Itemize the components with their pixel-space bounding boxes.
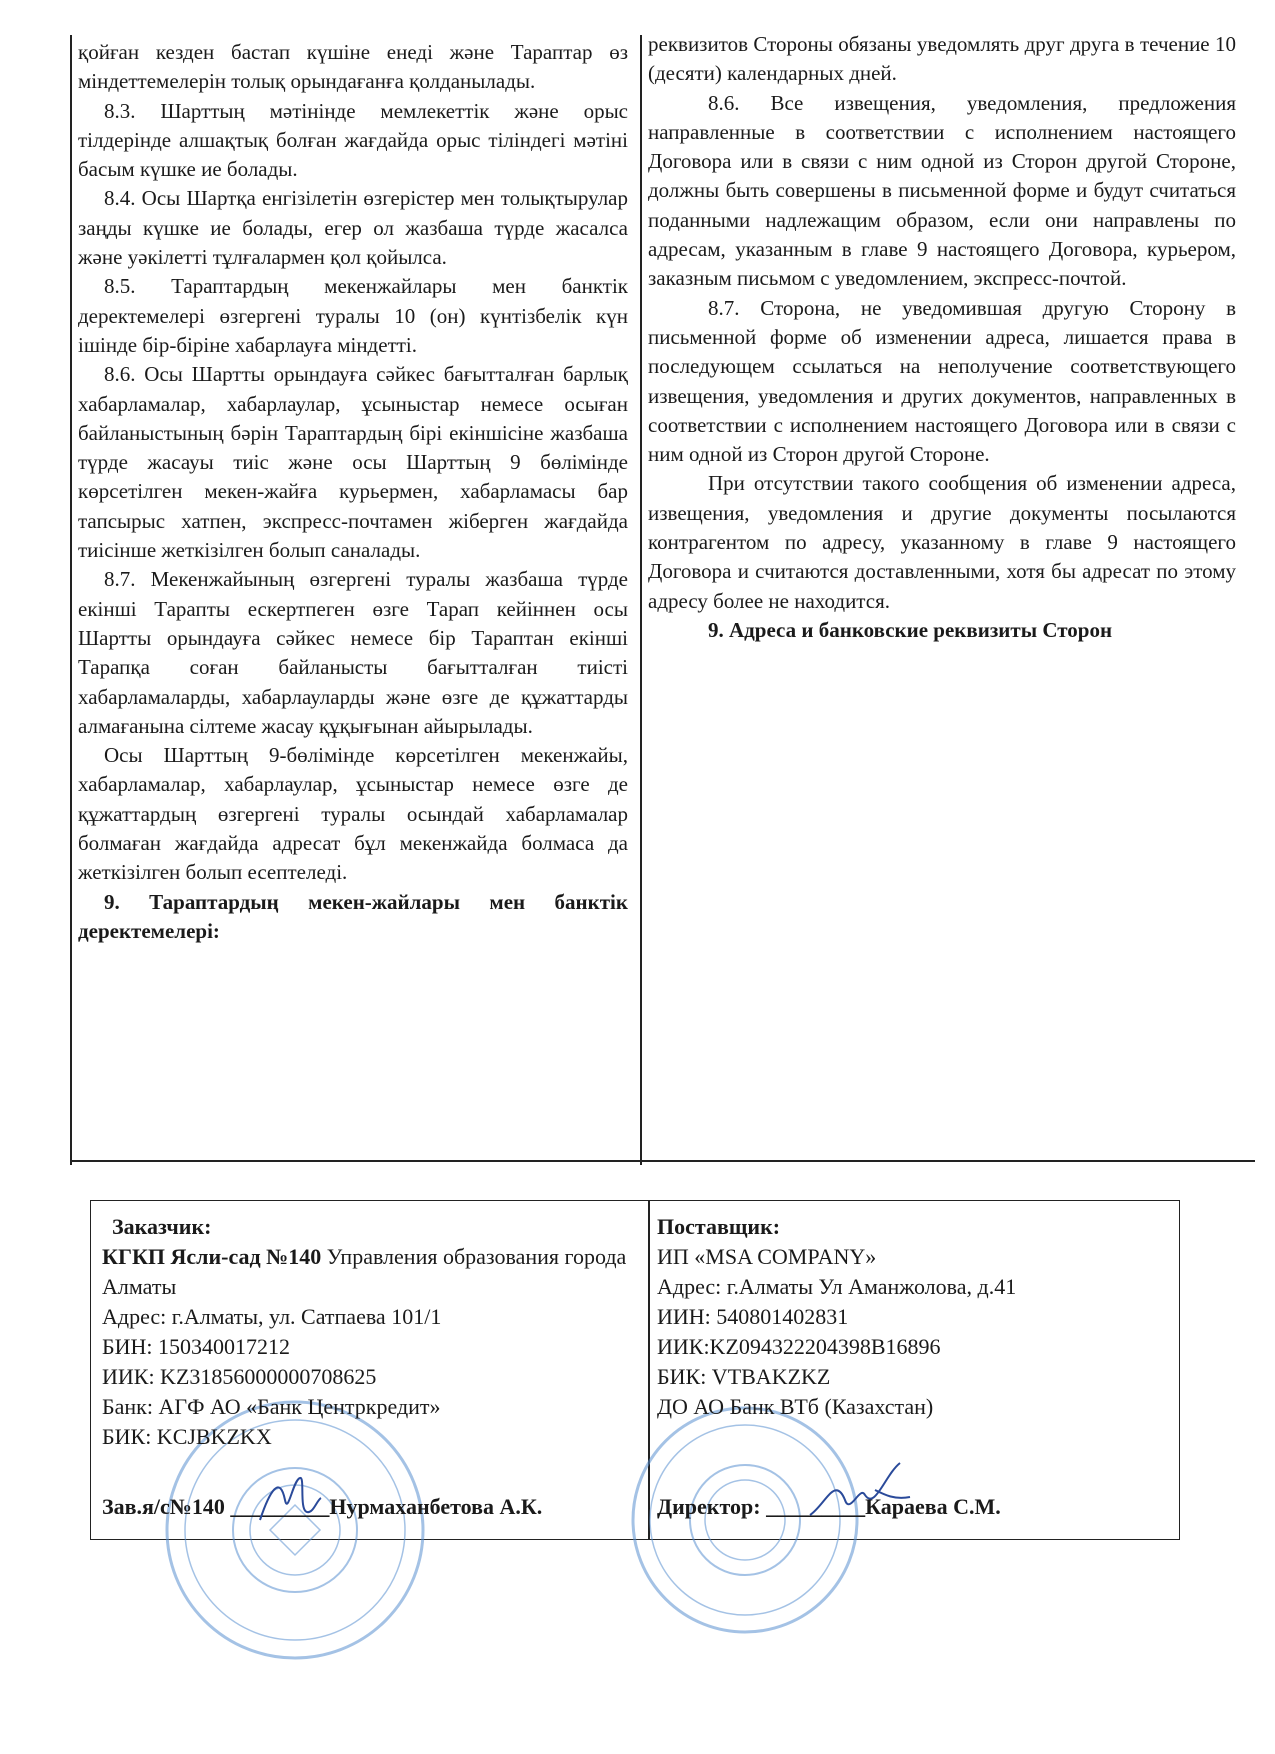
supplier-sign-role: Директор: [657,1494,761,1519]
supplier-iin: ИИН: 540801402831 [657,1304,849,1329]
kz-paragraph: 8.3. Шарттың мәтінінде мемлекеттік және орыс тілдерінде алшақтық болған жағдайда орыс тіліндегі мәтіні басым күшке ие болады. [78,98,628,182]
ru-paragraph: 8.7. Сторона, не уведомившая другую Сторону в письменной форме об изменении адреса, лишается права в последующем ссылаться на неполучение соответствующего извещения, уведомления и других документов, направленных в соответствии с исполнением настоящего Договора или в связи с ним одной из Сторон другой Стороне. [648,295,1236,467]
kz-paragraph: 8.7. Мекенжайының өзгергені туралы жазбаша түрде екінші Тарапты ескертпеген өзге Тарап кейіннен осы Шартты орындауға сәйкес немесе бір Тараптан екінші Тарапқа соған байланысты бағытталған тиісті хабарламаларды, хабарлауларды және өзге де құжаттарды алмағанына сілтеме жасау құқығынан айырылады. [78,567,628,738]
table-left-border [70,35,72,1165]
customer-bank: Банк: АГФ АО «Банк Центркредит» [102,1394,441,1419]
table-middle-border [640,35,642,1165]
supplier-bik: БИК: VTBAKZKZ [657,1364,831,1389]
kazakh-column [78,38,628,946]
supplier-signature-icon [805,1455,915,1535]
kz-paragraph: Осы Шарттың 9-бөлімінде көрсетілген мекенжайы, хабарламалар, хабарлаулар, ұсыныстар немесе өзге де құжаттардың өзгергені туралы осындай хабарламалар болмаған жағдайда адресат бұл мекенжайда болмаса да жеткізілген болып есептеледі. [78,743,628,885]
customer-block [102,1212,632,1522]
customer-name-bold: КГКП Ясли-сад №140 [102,1244,322,1269]
kz-paragraph: 8.4. Осы Шартқа енгізілетін өзгерістер мен толықтырулар заңды күшке ие болады, егер ол жазбаша түрде жасалса және уәкілетті тұлғалармен қол қойылса. [78,186,628,270]
customer-sign-role: Зав.я/с№140 [102,1494,225,1519]
customer-address: Адрес: г.Алматы, ул. Сатпаева 101/1 [102,1304,442,1329]
customer-signature-icon [255,1470,325,1530]
supplier-sign-name: Караева С.М. [865,1494,1001,1519]
table-bottom-border [70,1160,1255,1162]
kz-paragraph: 8.6. Осы Шартты орындауға сәйкес бағытталған барлық хабарламалар, хабарлаулар, ұсыныстар немесе осыған байланыстының бәрін Тараптардың бірі екіншісіне жазбаша түрде жасауы тиіс және осы Шарттың 9 бөлімінде көрсетілген мекен-жайға курьермен, хабарламасы бар тапсырыс хатпен, экспресс-почтамен жіберген жағдайда тиісінше жеткізілген болып саналады. [78,362,628,563]
ru-paragraph: При отсутствии такого сообщения об изменении адреса, извещения, уведомления и другие документы посылаются контрагентом по адресу, указанному в главе 9 настоящего Договора и считаются доставленными, хотя бы адресат по этому адресу более не находится. [648,471,1236,613]
supplier-bank: ДО АО Банк ВТб (Казахстан) [657,1394,934,1419]
kz-section-heading: 9. Тараптардың мекен-жайлары мен банктік деректемелері: [78,889,628,943]
ru-paragraph: реквизитов Стороны обязаны уведомлять друг друга в течение 10 (десяти) календарных дней. [648,32,1236,86]
customer-title: Заказчик: [112,1214,212,1239]
supplier-sign-blank: _________ [766,1494,866,1519]
kz-paragraph: 8.5. Тараптардың мекенжайлары мен банктік деректемелері өзгергені туралы 10 (он) күнтізбелік күн ішінде бір-біріне хабарлауға міндетті. [78,274,628,357]
russian-column [648,30,1236,645]
supplier-iik: ИИК:KZ094322204398B16896 [657,1334,941,1359]
supplier-title: Поставщик: [657,1214,781,1239]
customer-signature-line [102,1492,632,1522]
customer-name [102,1242,632,1302]
customer-name-rest: Управления образования города Алматы [102,1244,627,1299]
customer-bik: БИК: KCJBKZKX [102,1424,272,1449]
kz-paragraph: қойған кезден бастап күшіне енеді және Тараптар өз міндеттемелерін толық орындағанға қолданылады. [78,40,628,94]
ru-section-heading: 9. Адреса и банковские реквизиты Сторон [708,617,1113,642]
customer-sign-blank: _________ [230,1494,330,1519]
customer-bin: БИН: 150340017212 [102,1334,291,1359]
customer-iik: ИИК: KZ31856000000708625 [102,1364,377,1389]
customer-sign-name: Нурмаханбетова А.К. [329,1494,543,1519]
ru-paragraph: 8.6. Все извещения, уведомления, предложения направленные в соответствии с исполнением настоящего Договора или в связи с ним одной из Сторон другой Стороне, должны быть совершены в письменной форме и будут считаться поданными надлежащим образом, если они направлены по адресам, указанным в главе 9 настоящего Договора, курьером, заказным письмом с уведомлением, экспресс-почтой. [648,90,1236,291]
supplier-address: Адрес: г.Алматы Ул Аманжолова, д.41 [657,1274,1017,1299]
supplier-name: ИП «MSA COMPANY» [657,1244,877,1269]
